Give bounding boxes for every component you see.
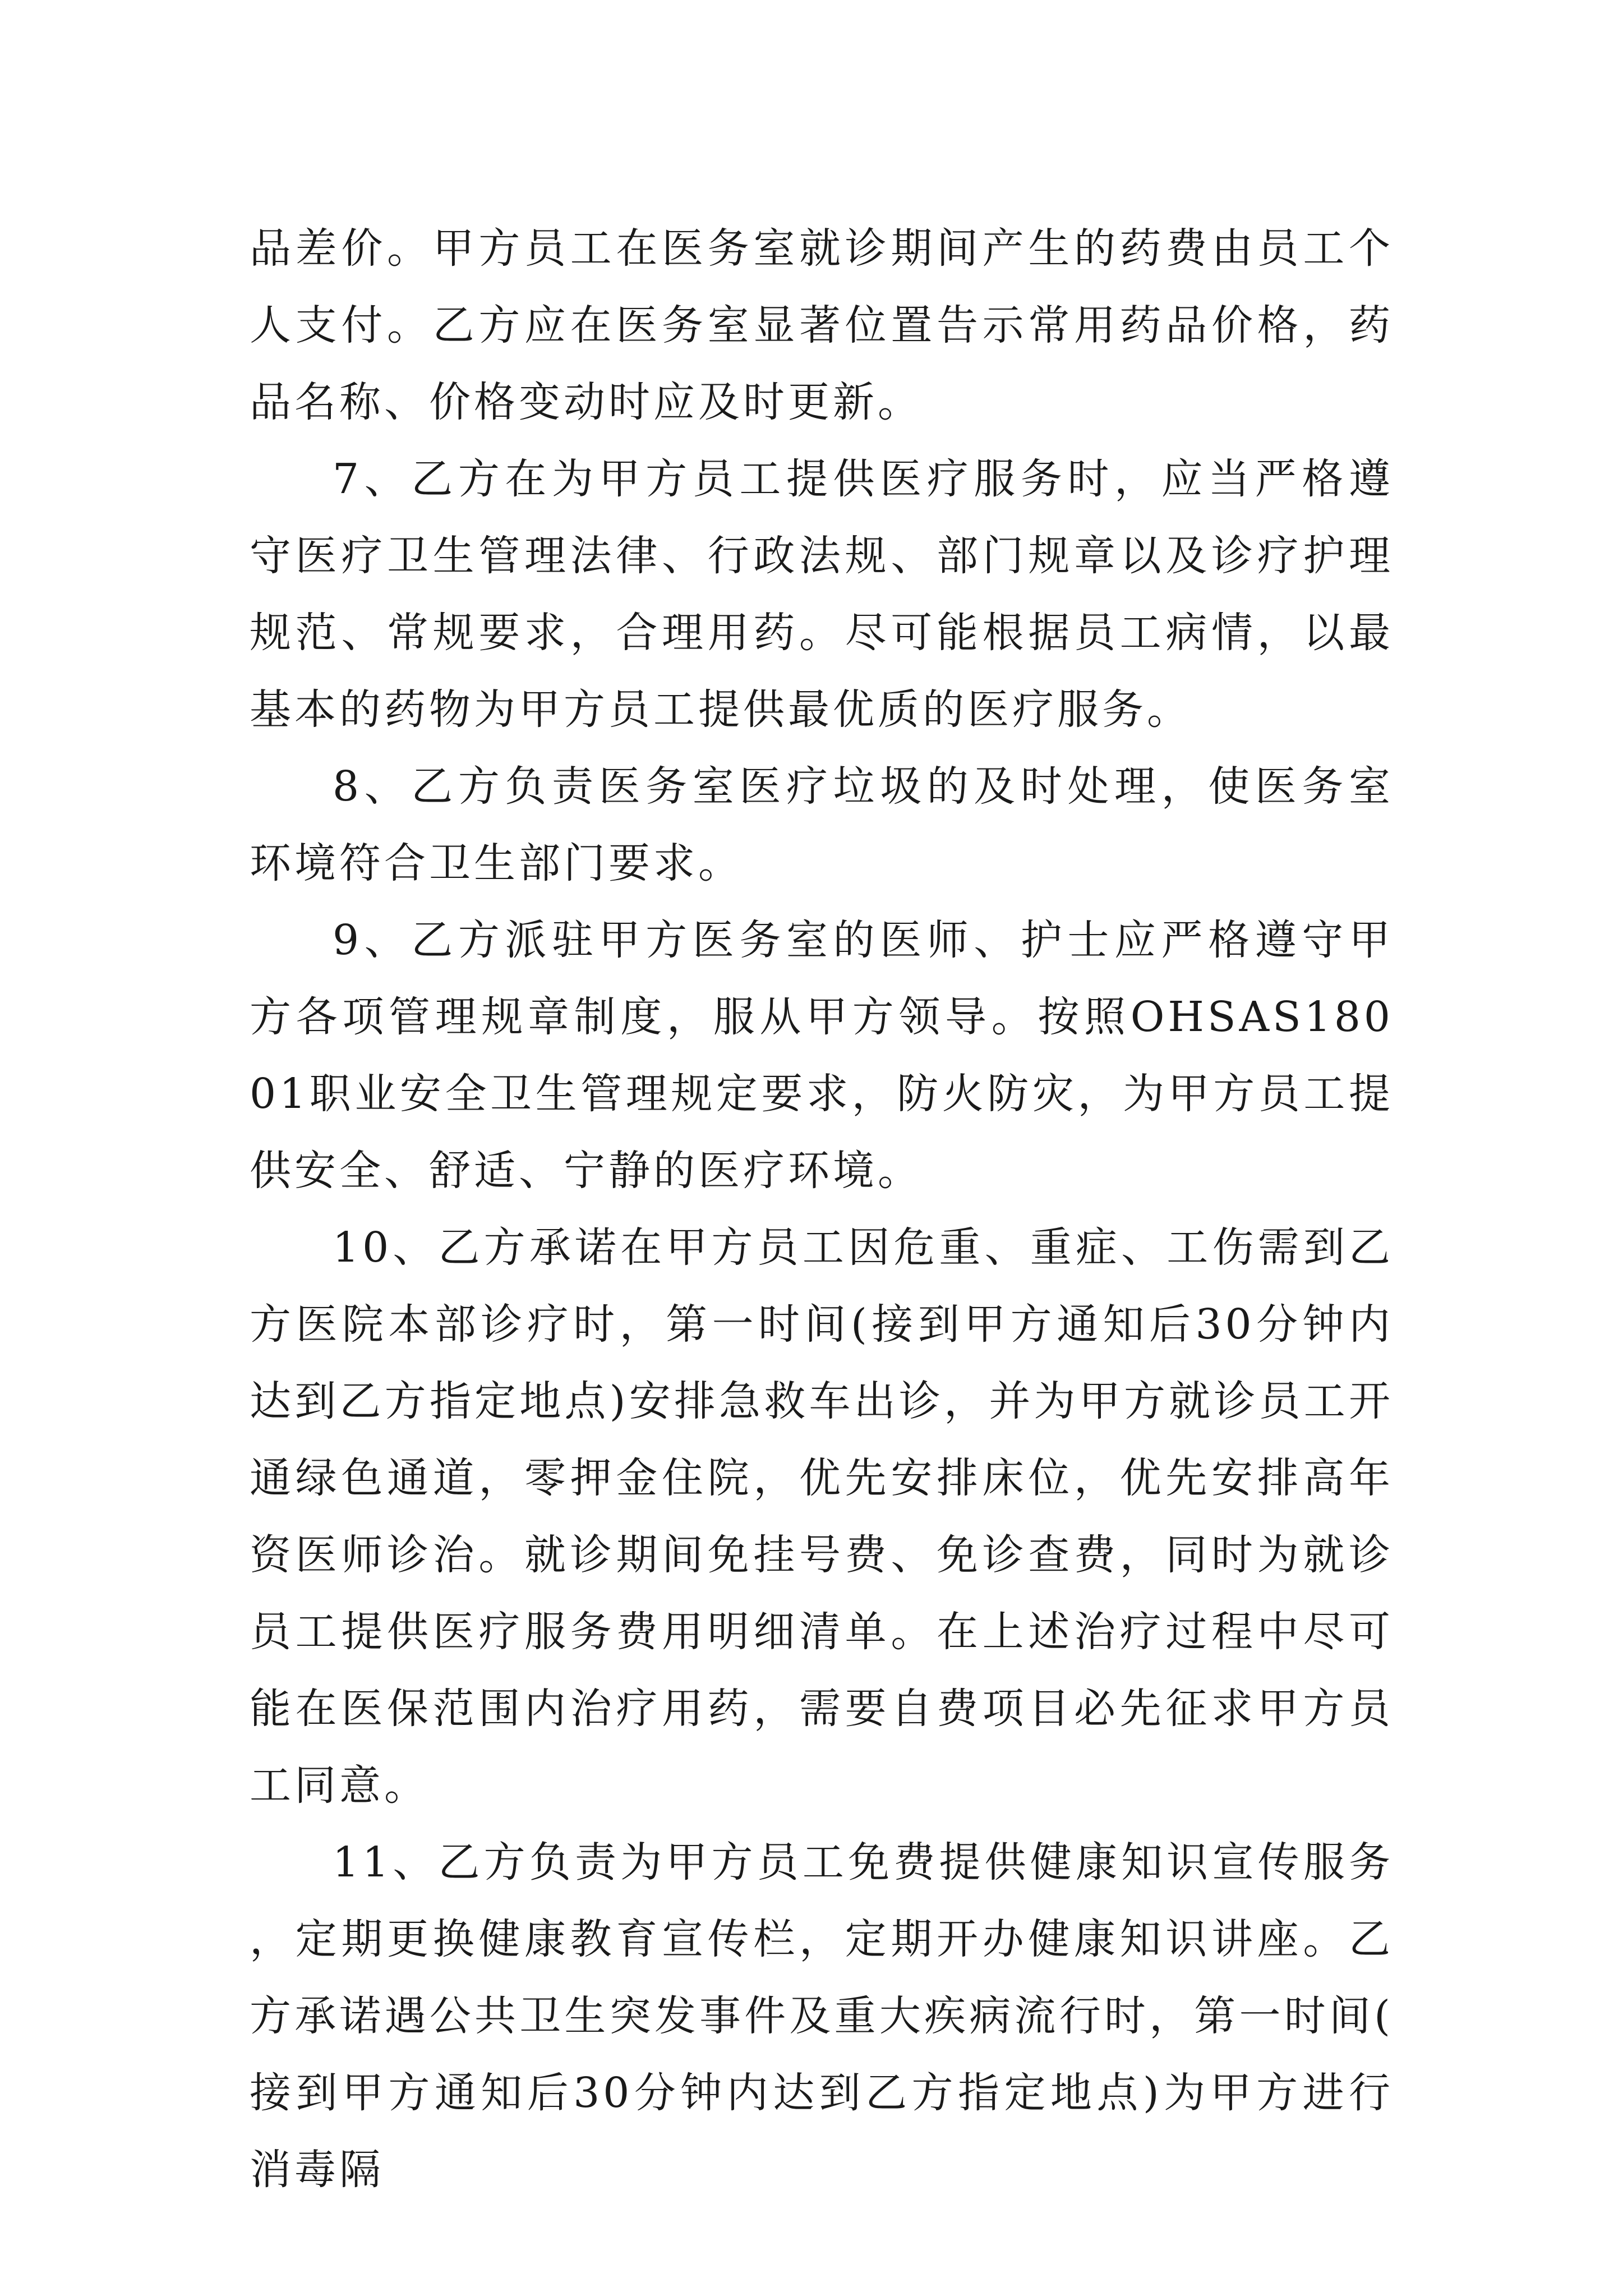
paragraph-item-8: 8、乙方负责医务室医疗垃圾的及时处理，使医务室环境符合卫生部门要求。 xyxy=(250,762,1394,887)
paragraph-continuation: 品差价。甲方员工在医务室就诊期间产生的药费由员工个人支付。乙方应在医务室显著位置告示常用药品价格，药品名称、价格变动时应及时更新。 xyxy=(250,224,1394,426)
paragraph-item-9: 9、乙方派驻甲方医务室的医师、护士应严格遵守甲方各项管理规章制度，服从甲方领导。按照OHSAS18001职业安全卫生管理规定要求，防火防灾，为甲方员工提供安全、舒适、宁静的医疗环境。 xyxy=(250,916,1394,1195)
paragraph-item-11: 11、乙方负责为甲方员工免费提供健康知识宣传服务，定期更换健康教育宣传栏，定期开办健康知识讲座。乙方承诺遇公共卫生突发事件及重大疾病流行时，第一时间(接到甲方通知后30分钟内达到乙方指定地点)为甲方进行消毒隔 xyxy=(250,1838,1394,2194)
paragraph-item-7: 7、乙方在为甲方员工提供医疗服务时，应当严格遵守医疗卫生管理法律、行政法规、部门规章以及诊疗护理规范、常规要求，合理用药。尽可能根据员工病情，以最基本的药物为甲方员工提供最优质的医疗服务。 xyxy=(250,455,1394,734)
document-body xyxy=(250,210,1394,2208)
paragraph-item-10: 10、乙方承诺在甲方员工因危重、重症、工伤需到乙方医院本部诊疗时，第一时间(接到甲方通知后30分钟内达到乙方指定地点)安排急救车出诊，并为甲方就诊员工开通绿色通道，零押金住院，优先安排床位，优先安排高年资医师诊治。就诊期间免挂号费、免诊查费，同时为就诊员工提供医疗服务费用明细清单。在上述治疗过程中尽可能在医保范围内治疗用药，需要自费项目必先征求甲方员工同意。 xyxy=(250,1223,1394,1810)
